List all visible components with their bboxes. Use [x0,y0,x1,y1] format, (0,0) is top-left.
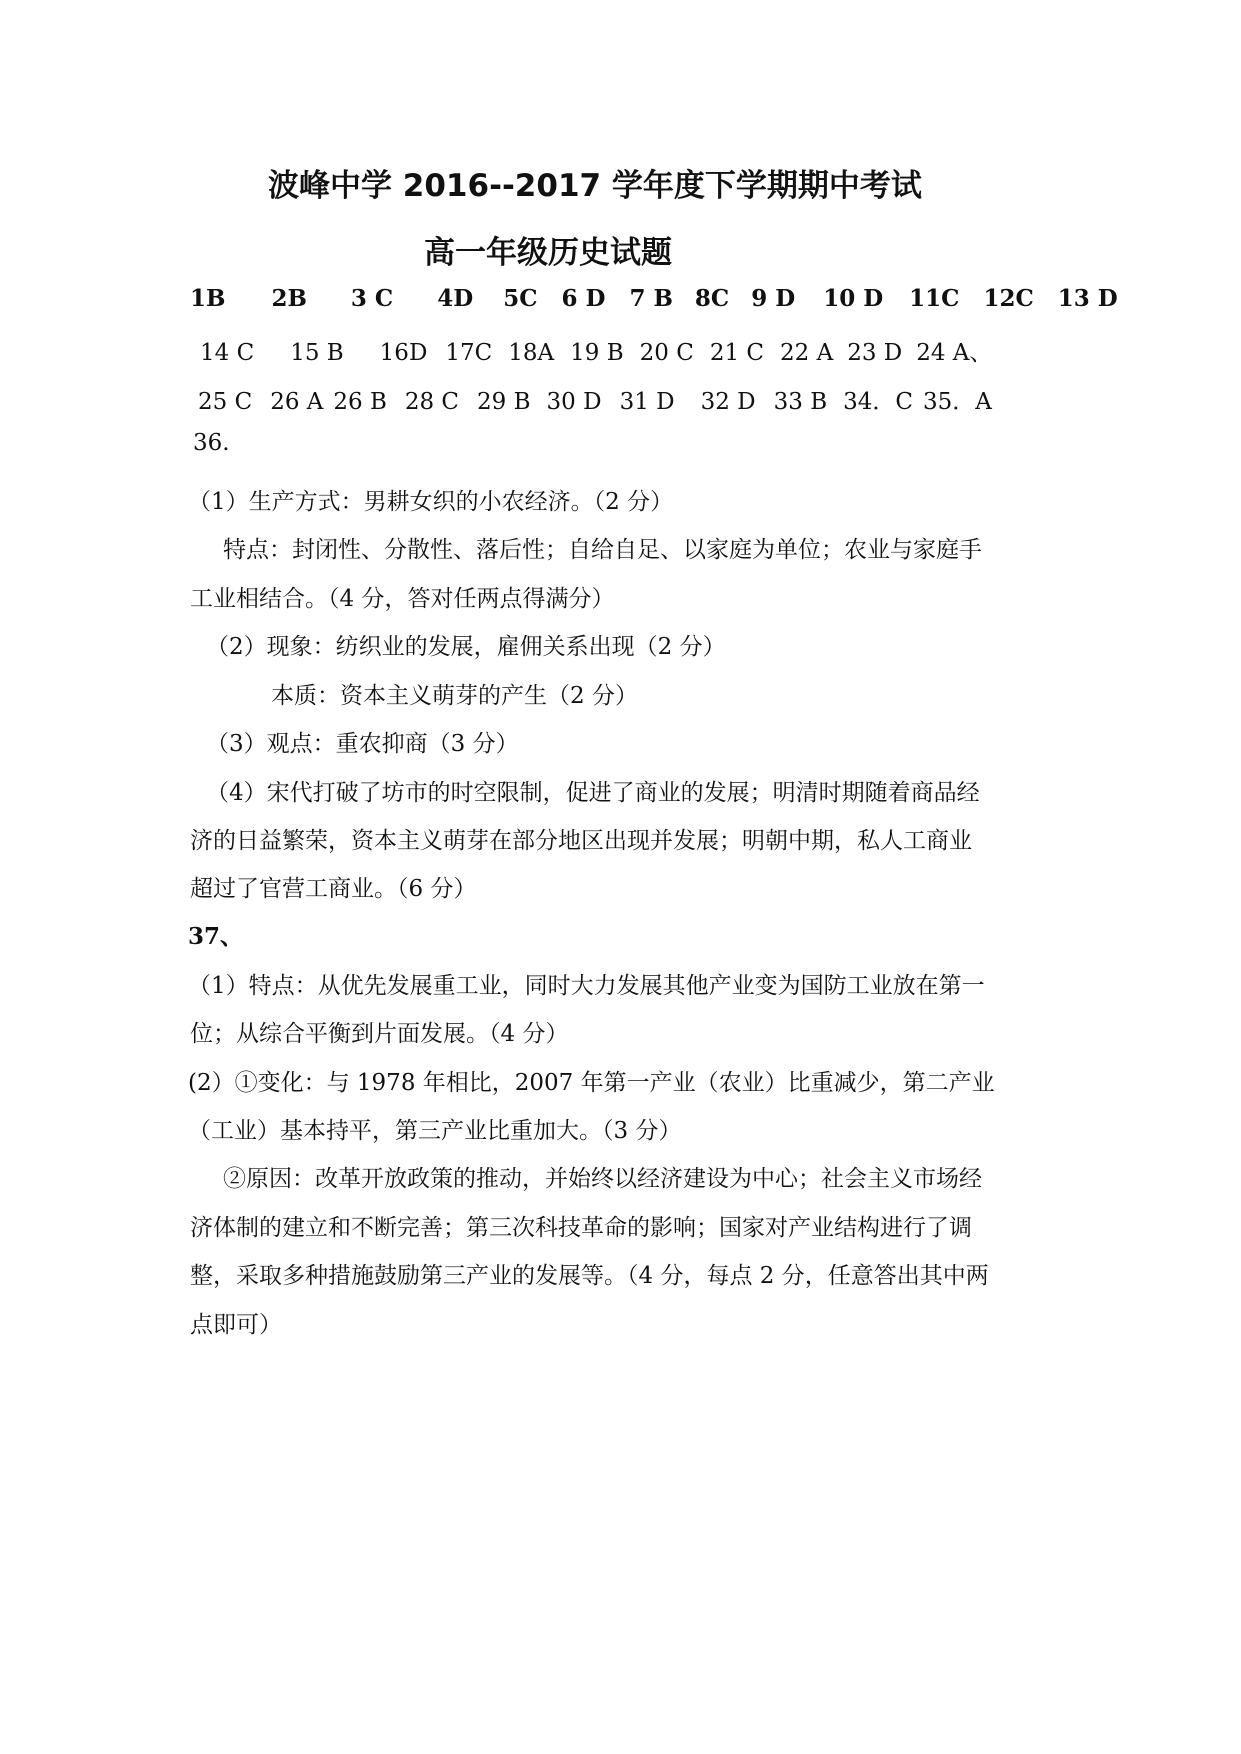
question-36-number: 36. [193,430,230,456]
q36-line: （4）宋代打破了坊市的时空限制，促进了商业的发展；明清时期随着商品经 [206,780,980,806]
q37-line: （1）特点：从优先发展重工业，同时大力发展其他产业变为国防工业放在第一 [188,973,985,999]
q36-line: （2）现象：纺织业的发展，雇佣关系出现（2 分） [206,634,726,660]
answer-item: 21 C [709,340,765,366]
answer-row-2 [200,334,992,367]
answer-item: 32 D [700,389,756,415]
answer-item: 14 C [200,340,255,366]
q36-line: （1）生产方式：男耕女织的小农经济。（2 分） [188,489,674,515]
q37-line: 济体制的建立和不断完善；第三次科技革命的影响；国家对产业结构进行了调 [190,1215,972,1241]
answer-item: 3 C [350,285,394,312]
answer-item: 26 A [270,389,324,415]
answer-item: 26 B [333,389,387,415]
answer-item: 29 B [477,389,531,415]
q36-line: 超过了官营工商业。（6 分） [190,876,477,902]
answer-item: 24 A、 [916,340,993,366]
answer-row-1 [190,285,1118,312]
q36-line: （3）观点：重农抑商（3 分） [206,731,519,757]
q36-line: 济的日益繁荣，资本主义萌芽在部分地区出现并发展；明朝中期，私人工商业 [190,828,972,854]
answer-item: 19 B [570,340,624,366]
answer-item: 4D [437,285,474,312]
answer-item: 23 D [847,340,903,366]
answer-item: 28 C [404,389,460,415]
answer-item: 5C [503,285,538,312]
q37-line: 整，采取多种措施鼓励第三产业的发展等。（4 分，每点 2 分，任意答出其中两 [190,1263,989,1289]
answer-item: 1B [190,285,226,312]
answer-item: 7 B [629,285,673,312]
exam-subtitle: 高一年级历史试题 [424,235,672,271]
q37-line: (2）①变化：与 1978 年相比，2007 年第一产业（农业）比重减少，第二产业 [188,1070,995,1096]
answer-item: 9 D [751,285,796,312]
q37-line: 点即可） [190,1312,282,1338]
answer-item: 12C [983,285,1034,312]
answer-row-3 [198,383,992,416]
answer-item: 20 C [639,340,694,366]
exam-title: 波峰中学 2016--2017 学年度下学期期中考试 [268,168,922,204]
answer-item: 22 A [780,340,834,366]
answer-item: 33 B [773,389,828,415]
answer-item: 17C [445,340,493,366]
answer-item: 34．C [843,389,913,415]
answer-item: 35．A [922,389,992,415]
q37-line: 位；从综合平衡到片面发展。（4 分） [190,1021,569,1047]
q36-line: 特点：封闭性、分散性、落后性；自给自足、以家庭为单位；农业与家庭手 [223,537,982,563]
answer-item: 25 C [198,389,253,415]
answer-item: 30 D [546,389,602,415]
answer-item: 13 D [1057,285,1118,312]
answer-item: 16D [379,340,428,366]
answer-item: 8C [694,285,730,312]
answer-item: 11C [909,285,960,312]
q36-line: 本质：资本主义萌芽的产生（2 分） [271,683,638,709]
q37-line: ②原因：改革开放政策的推动，并始终以经济建设为中心；社会主义市场经 [223,1166,982,1192]
q37-line: （工业）基本持平，第三产业比重加大。（3 分） [188,1118,682,1144]
answer-item: 10 D [823,285,884,312]
q36-line: 工业相结合。（4 分，答对任两点得满分） [190,586,615,612]
answer-item: 31 D [619,389,675,415]
answer-item: 2B [271,285,307,312]
answer-item: 18A [508,340,555,366]
question-37-number: 37、 [188,923,244,950]
answer-item: 15 B [290,340,344,366]
answer-item: 6 D [561,285,606,312]
